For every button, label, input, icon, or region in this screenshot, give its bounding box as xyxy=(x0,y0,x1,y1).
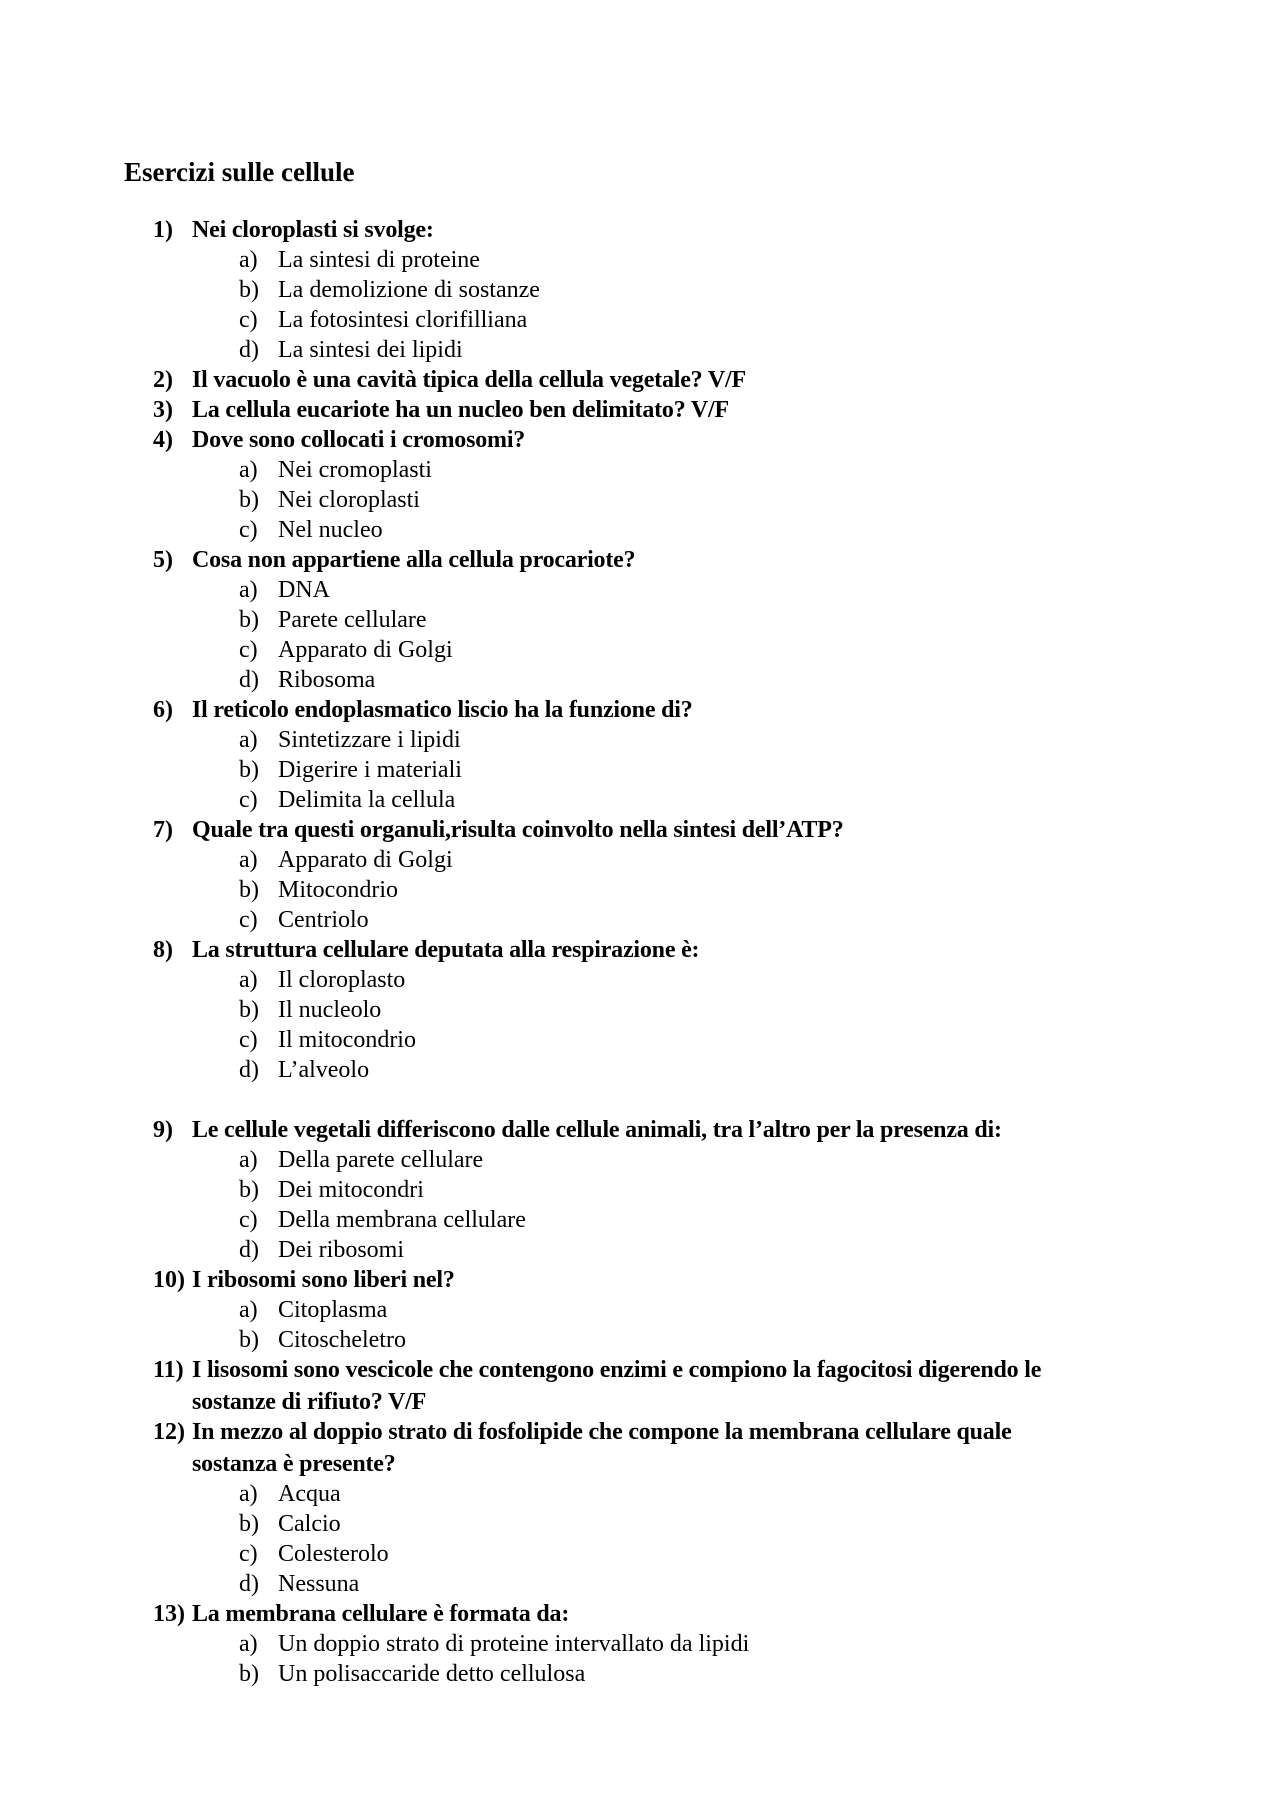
answer-option xyxy=(0,1295,1280,1325)
answer-option xyxy=(0,335,1280,365)
answer-option xyxy=(0,1055,1280,1085)
question-text: La struttura cellulare deputata alla respirazione è: xyxy=(192,937,700,963)
answer-option xyxy=(0,1659,1280,1689)
question-text: La membrana cellulare è formata da: xyxy=(192,1601,570,1627)
question-line xyxy=(0,365,1280,395)
option-text: Nei cloroplasti xyxy=(278,487,420,513)
question-6 xyxy=(0,695,1280,815)
question-number: 8) xyxy=(153,937,173,963)
question-line xyxy=(0,425,1280,455)
question-line xyxy=(0,815,1280,845)
answer-option xyxy=(0,725,1280,755)
answer-option xyxy=(0,485,1280,515)
question-text: I ribosomi sono liberi nel? xyxy=(192,1267,455,1293)
question-line xyxy=(0,395,1280,425)
option-letter: c) xyxy=(239,1541,258,1567)
question-11 xyxy=(0,1355,1280,1417)
option-letter: d) xyxy=(239,1571,259,1597)
answer-option xyxy=(0,1145,1280,1175)
question-number: 3) xyxy=(153,397,173,423)
question-number: 10) xyxy=(153,1267,185,1293)
option-letter: b) xyxy=(239,1327,259,1353)
option-letter: a) xyxy=(239,457,258,483)
answer-option xyxy=(0,785,1280,815)
question-line xyxy=(0,1449,1280,1479)
question-4 xyxy=(0,425,1280,545)
question-text: In mezzo al doppio strato di fosfolipide che compone la membrana cellulare quale xyxy=(192,1419,1012,1445)
question-text: Cosa non appartiene alla cellula procariote? xyxy=(192,547,636,573)
question-list xyxy=(0,215,1280,1689)
question-text: Il reticolo endoplasmatico liscio ha la funzione di? xyxy=(192,697,693,723)
question-text: Le cellule vegetali differiscono dalle cellule animali, tra l’altro per la presenza di: xyxy=(192,1117,1002,1143)
option-letter: d) xyxy=(239,337,259,363)
answer-option xyxy=(0,1629,1280,1659)
option-text: Colesterolo xyxy=(278,1541,389,1567)
answer-option xyxy=(0,755,1280,785)
option-text: La demolizione di sostanze xyxy=(278,277,540,303)
question-number: 13) xyxy=(153,1601,185,1627)
option-text: Mitocondrio xyxy=(278,877,398,903)
answer-option xyxy=(0,1025,1280,1055)
question-number: 11) xyxy=(153,1357,184,1383)
option-text: Parete cellulare xyxy=(278,607,427,633)
answer-option xyxy=(0,305,1280,335)
option-text: Citoscheletro xyxy=(278,1327,406,1353)
question-number: 4) xyxy=(153,427,173,453)
option-letter: b) xyxy=(239,277,259,303)
option-text: La sintesi dei lipidi xyxy=(278,337,463,363)
option-text: Sintetizzare i lipidi xyxy=(278,727,461,753)
option-text: Il mitocondrio xyxy=(278,1027,416,1053)
answer-option xyxy=(0,965,1280,995)
answer-option xyxy=(0,1205,1280,1235)
question-text: sostanza è presente? xyxy=(192,1451,396,1477)
option-letter: d) xyxy=(239,1237,259,1263)
answer-option xyxy=(0,1539,1280,1569)
option-text: Centriolo xyxy=(278,907,369,933)
answer-option xyxy=(0,845,1280,875)
option-text: Un polisaccaride detto cellulosa xyxy=(278,1661,586,1687)
answer-option xyxy=(0,575,1280,605)
question-7 xyxy=(0,815,1280,935)
answer-option xyxy=(0,275,1280,305)
question-13 xyxy=(0,1599,1280,1689)
question-line xyxy=(0,545,1280,575)
option-text: Delimita la cellula xyxy=(278,787,456,813)
option-letter: c) xyxy=(239,787,258,813)
question-8 xyxy=(0,935,1280,1085)
option-text: Il nucleolo xyxy=(278,997,382,1023)
answer-option xyxy=(0,875,1280,905)
question-1 xyxy=(0,215,1280,365)
option-letter: a) xyxy=(239,247,258,273)
option-letter: c) xyxy=(239,1207,258,1233)
answer-option xyxy=(0,605,1280,635)
option-letter: d) xyxy=(239,1057,259,1083)
question-12 xyxy=(0,1417,1280,1599)
option-text: Il cloroplasto xyxy=(278,967,406,993)
answer-option xyxy=(0,995,1280,1025)
option-text: Dei mitocondri xyxy=(278,1177,424,1203)
answer-option xyxy=(0,905,1280,935)
answer-option xyxy=(0,455,1280,485)
question-line xyxy=(0,1355,1280,1387)
question-number: 12) xyxy=(153,1419,185,1445)
option-text: La fotosintesi clorifilliana xyxy=(278,307,528,333)
question-line xyxy=(0,1599,1280,1629)
question-number: 6) xyxy=(153,697,173,723)
option-text: Dei ribosomi xyxy=(278,1237,404,1263)
option-text: Citoplasma xyxy=(278,1297,388,1323)
option-letter: a) xyxy=(239,1147,258,1173)
question-text: sostanze di rifiuto? V/F xyxy=(192,1389,427,1415)
option-letter: c) xyxy=(239,517,258,543)
option-text: Un doppio strato di proteine intervallato da lipidi xyxy=(278,1631,750,1657)
option-text: La sintesi di proteine xyxy=(278,247,480,273)
option-letter: c) xyxy=(239,1027,258,1053)
question-number: 1) xyxy=(153,217,173,243)
document-title: Esercizi sulle cellule xyxy=(124,157,355,187)
question-line xyxy=(0,1115,1280,1145)
question-text: Nei cloroplasti si svolge: xyxy=(192,217,434,243)
option-letter: a) xyxy=(239,577,258,603)
question-number: 9) xyxy=(153,1117,173,1143)
option-letter: b) xyxy=(239,1511,259,1537)
option-text: Nei cromoplasti xyxy=(278,457,432,483)
question-line xyxy=(0,1417,1280,1449)
option-text: Acqua xyxy=(278,1481,341,1507)
question-9 xyxy=(0,1115,1280,1265)
option-text: Apparato di Golgi xyxy=(278,847,453,873)
question-text: Dove sono collocati i cromosomi? xyxy=(192,427,526,453)
question-text: La cellula eucariote ha un nucleo ben delimitato? V/F xyxy=(192,397,729,423)
option-letter: a) xyxy=(239,1297,258,1323)
option-letter: b) xyxy=(239,487,259,513)
option-text: Nessuna xyxy=(278,1571,360,1597)
option-letter: c) xyxy=(239,307,258,333)
option-letter: c) xyxy=(239,637,258,663)
option-text: Apparato di Golgi xyxy=(278,637,453,663)
question-number: 2) xyxy=(153,367,173,393)
option-letter: c) xyxy=(239,907,258,933)
option-text: Della parete cellulare xyxy=(278,1147,484,1173)
answer-option xyxy=(0,1175,1280,1205)
blank-line xyxy=(0,1085,1280,1115)
answer-option xyxy=(0,1235,1280,1265)
option-text: Digerire i materiali xyxy=(278,757,462,783)
answer-option xyxy=(0,515,1280,545)
option-letter: b) xyxy=(239,607,259,633)
question-number: 7) xyxy=(153,817,173,843)
question-text: Il vacuolo è una cavità tipica della cellula vegetale? V/F xyxy=(192,367,746,393)
question-line xyxy=(0,1265,1280,1295)
option-letter: b) xyxy=(239,877,259,903)
question-line xyxy=(0,1387,1280,1417)
question-line xyxy=(0,695,1280,725)
option-text: Ribosoma xyxy=(278,667,376,693)
question-line xyxy=(0,215,1280,245)
answer-option xyxy=(0,1509,1280,1539)
answer-option xyxy=(0,665,1280,695)
option-letter: b) xyxy=(239,757,259,783)
answer-option xyxy=(0,1479,1280,1509)
option-letter: a) xyxy=(239,1631,258,1657)
option-text: Nel nucleo xyxy=(278,517,383,543)
option-text: DNA xyxy=(278,577,330,603)
option-letter: a) xyxy=(239,727,258,753)
option-letter: b) xyxy=(239,1177,259,1203)
question-10 xyxy=(0,1265,1280,1355)
option-letter: a) xyxy=(239,1481,258,1507)
answer-option xyxy=(0,1325,1280,1355)
option-letter: b) xyxy=(239,997,259,1023)
question-text: Quale tra questi organuli,risulta coinvolto nella sintesi dell’ATP? xyxy=(192,817,844,843)
answer-option xyxy=(0,245,1280,275)
question-line xyxy=(0,935,1280,965)
answer-option xyxy=(0,1569,1280,1599)
option-letter: a) xyxy=(239,967,258,993)
question-3 xyxy=(0,395,1280,425)
question-number: 5) xyxy=(153,547,173,573)
option-letter: a) xyxy=(239,847,258,873)
option-text: Calcio xyxy=(278,1511,341,1537)
option-letter: b) xyxy=(239,1661,259,1687)
question-text: I lisosomi sono vescicole che contengono enzimi e compiono la fagocitosi digerendo le xyxy=(192,1357,1042,1383)
answer-option xyxy=(0,635,1280,665)
option-letter: d) xyxy=(239,667,259,693)
option-text: Della membrana cellulare xyxy=(278,1207,526,1233)
question-5 xyxy=(0,545,1280,695)
option-text: L’alveolo xyxy=(278,1057,370,1083)
question-2 xyxy=(0,365,1280,395)
